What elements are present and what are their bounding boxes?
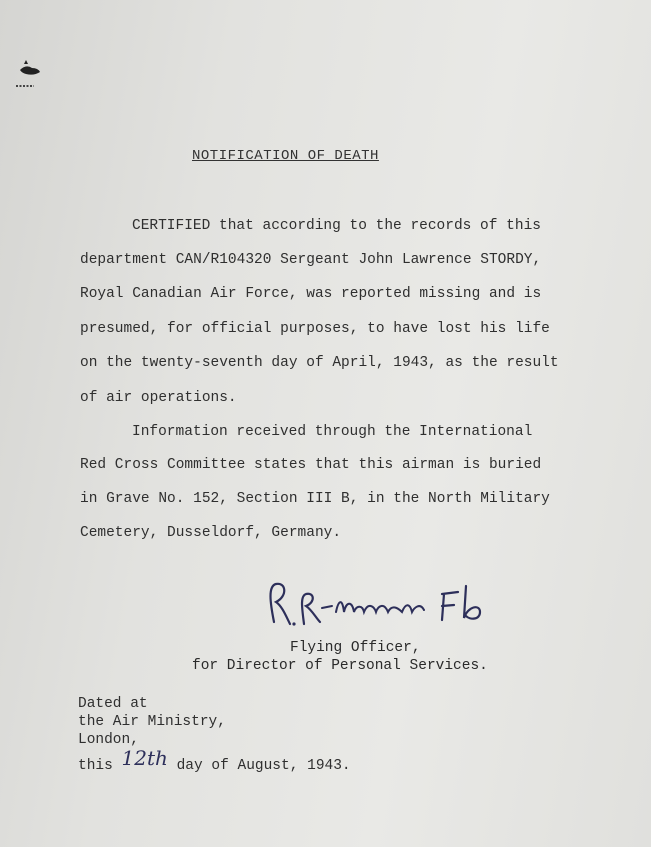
dated-line: Dated at	[78, 696, 148, 712]
dated-line: London,	[78, 732, 139, 748]
paragraph1-line: presumed, for official purposes, to have lost his life	[80, 321, 550, 337]
document-title: NOTIFICATION OF DEATH	[192, 148, 379, 164]
dated-month-year: day of August, 1943.	[176, 758, 351, 774]
handwritten-day: 12th	[121, 746, 168, 770]
paragraph1-line: Royal Canadian Air Force, was reported missing and is	[80, 286, 542, 302]
handwritten-signature	[260, 572, 510, 642]
paragraph2-line: in Grave No. 152, Section III B, in the North Military	[80, 491, 550, 507]
paragraph2-line: Red Cross Committee states that this airman is buried	[80, 457, 542, 473]
ink-mark-icon	[14, 58, 44, 94]
dated-line-day	[78, 746, 351, 774]
dated-line: the Air Ministry,	[78, 714, 226, 730]
paragraph1-line: of air operations.	[80, 390, 237, 406]
paragraph1-line: on the twenty-seventh day of April, 1943, as the result	[80, 355, 559, 371]
paragraph2-line: Information received through the International	[132, 424, 533, 440]
signatory-role: for Director of Personal Services.	[192, 658, 488, 674]
dated-this: this	[78, 758, 113, 774]
paragraph1-line: CERTIFIED that according to the records of this	[132, 218, 541, 234]
paragraph2-line: Cemetery, Dusseldorf, Germany.	[80, 525, 342, 541]
paragraph1-line: department CAN/R104320 Sergeant John Lawrence STORDY,	[80, 252, 542, 268]
signatory-rank: Flying Officer,	[290, 640, 421, 656]
